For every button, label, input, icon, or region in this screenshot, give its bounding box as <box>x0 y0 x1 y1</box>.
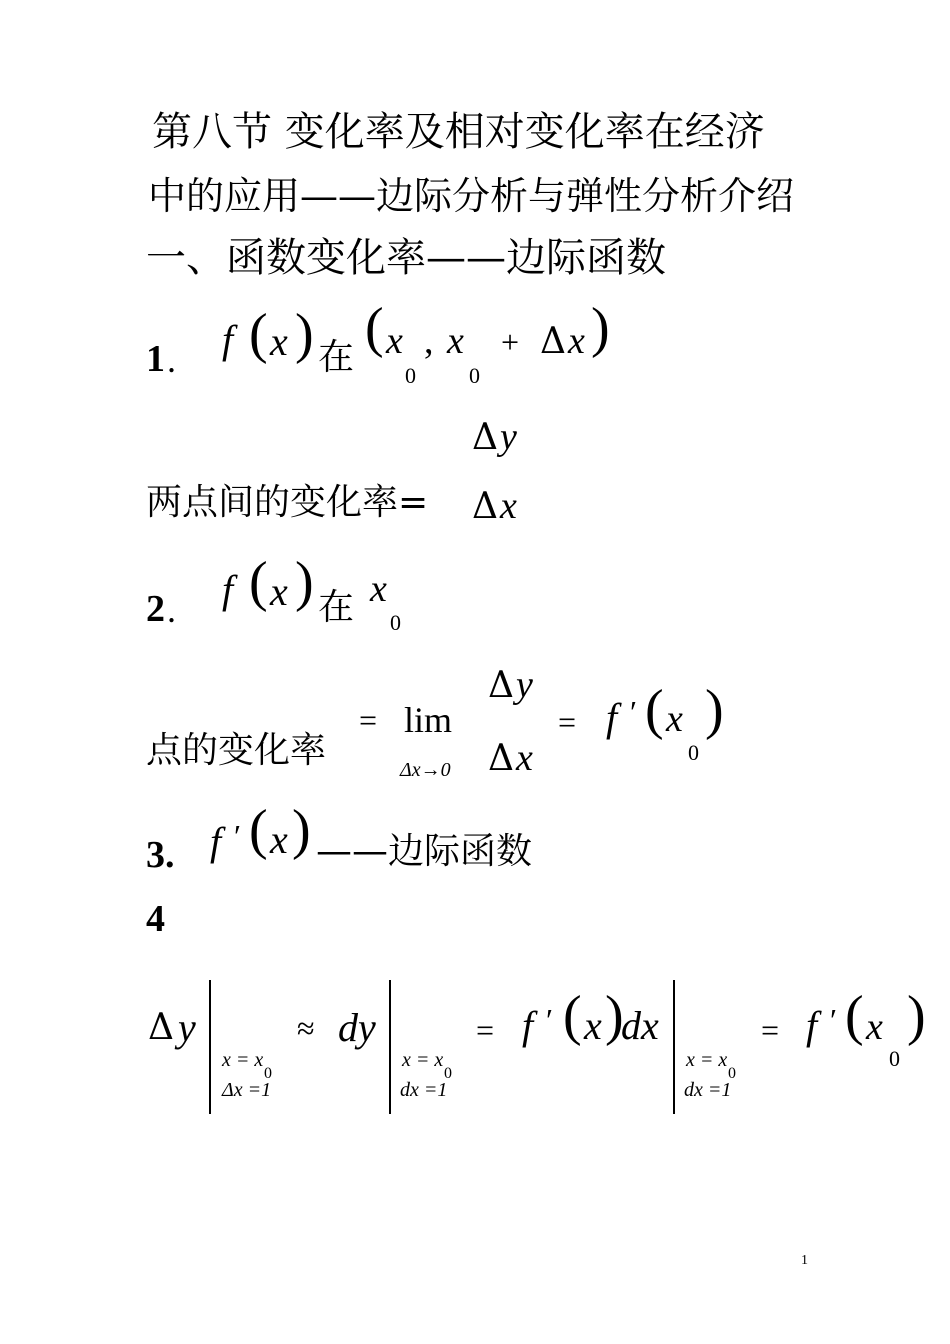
item-1-sub0: 0 <box>405 363 416 388</box>
item-2-lim: lim <box>404 700 453 740</box>
item-4-lparen1: ( <box>563 985 582 1047</box>
item-2-zai: 在 <box>318 587 355 628</box>
item-4-prime2: ′ <box>830 1002 837 1038</box>
item-4-eq1: = <box>476 1012 495 1048</box>
item-2-frac-num-delta: Δ <box>488 665 514 706</box>
item-4-cond2-top-sub: 0 <box>444 1065 452 1082</box>
item-4-cond3-top: x = x <box>686 1049 728 1071</box>
item-2-sub02: 0 <box>688 740 699 765</box>
item-1-plus: + <box>501 324 520 360</box>
item-1-f: f <box>222 317 234 362</box>
item-4-y: y <box>178 1005 196 1050</box>
item-4-rparen1: ) <box>605 985 624 1047</box>
item-2-frac-den-delta: Δ <box>488 738 514 779</box>
subsection-title: 一、函数变化率——边际函数 <box>146 235 666 281</box>
item-2-x0: x <box>370 568 387 610</box>
item-1-zai: 在 <box>318 337 355 378</box>
item-1-number: 1 <box>146 338 165 380</box>
evaluation-bar-2 <box>389 980 391 1114</box>
item-1-frac-num-y: y <box>500 416 517 458</box>
item-2-dot: . <box>167 590 176 630</box>
item-2-f: f <box>222 567 234 612</box>
item-2-rparen2: ) <box>705 679 724 741</box>
item-1-lparen: ( <box>249 303 268 365</box>
item-4-cond1-top: x = x <box>222 1049 264 1071</box>
item-4-dy: dy <box>338 1005 376 1050</box>
item-4-cond2-top: x = x <box>402 1049 444 1071</box>
page-number: 1 <box>801 1253 808 1268</box>
item-4-cond2-bottom: dx =1 <box>400 1079 448 1101</box>
evaluation-bar-1 <box>209 980 211 1114</box>
item-1-x: x <box>270 319 288 364</box>
item-2-lim-sub: Δx→0 <box>400 759 451 781</box>
item-1-x0b: x <box>447 320 464 362</box>
item-1-frac-den-x: x <box>500 485 517 527</box>
item-2-number: 2 <box>146 588 165 630</box>
item-4-number: 4 <box>146 898 165 940</box>
item-4-f2: f <box>806 1003 818 1048</box>
item-1-lparen2: ( <box>365 297 384 359</box>
item-4-prime1: ′ <box>546 1002 553 1038</box>
item-1-rparen: ) <box>295 303 314 365</box>
item-3-number: 3. <box>146 834 175 876</box>
evaluation-bar-3 <box>673 980 675 1114</box>
item-4-lparen2: ( <box>845 985 864 1047</box>
item-2-x2: x <box>666 698 683 740</box>
item-4-delta: Δ <box>148 1007 174 1048</box>
item-1-rparen2: ) <box>591 297 610 359</box>
item-2-frac-den-x: x <box>516 737 533 779</box>
item-4-x2: x <box>866 1006 883 1048</box>
item-1-dot: . <box>167 340 176 380</box>
item-4-sub02: 0 <box>889 1046 900 1071</box>
item-1-x2: x <box>568 320 585 362</box>
item-2-lparen: ( <box>249 551 268 613</box>
item-1-delta: Δ <box>540 321 566 362</box>
item-4-x1: x <box>584 1003 602 1048</box>
item-4-cond1-top-sub: 0 <box>264 1065 272 1082</box>
item-2-rparen: ) <box>295 551 314 613</box>
item-1-x0: x <box>386 320 403 362</box>
item-4-eq2: = <box>761 1012 780 1048</box>
item-4-approx: ≈ <box>297 1010 315 1046</box>
item-3-x: x <box>270 817 288 862</box>
item-3-f: f <box>210 819 222 864</box>
item-4-rparen2: ) <box>907 985 926 1047</box>
item-1-frac-num-delta: Δ <box>472 417 498 458</box>
item-3-rparen: ) <box>292 799 311 861</box>
item-3-suffix: ——边际函数 <box>316 831 533 872</box>
item-3-prime: ′ <box>234 818 241 854</box>
item-2-x: x <box>270 569 288 614</box>
item-4-cond3-bottom: dx =1 <box>684 1079 732 1101</box>
item-1-comma: , <box>424 320 434 362</box>
item-2-lparen2: ( <box>645 679 664 741</box>
section-title-line1: 第八节 变化率及相对变化率在经济 <box>152 109 765 155</box>
item-2-f2: f <box>606 695 618 740</box>
item-4-dx: dx <box>621 1003 659 1048</box>
item-2-eq2: = <box>558 704 577 740</box>
item-3-lparen: ( <box>249 799 268 861</box>
item-2-frac-num-y: y <box>516 664 533 706</box>
item-4-cond3-top-sub: 0 <box>728 1065 736 1082</box>
item-1-sub0b: 0 <box>469 363 480 388</box>
item-1-label: 两点间的变化率= <box>146 482 429 523</box>
item-2-sub0: 0 <box>390 610 401 635</box>
item-4-cond1-bottom: Δx =1 <box>222 1079 272 1101</box>
item-1-frac-den-delta: Δ <box>472 486 498 527</box>
item-4-f1: f <box>522 1003 534 1048</box>
item-2-label: 点的变化率 <box>146 730 327 771</box>
item-2-prime: ′ <box>630 694 637 730</box>
section-title-line2: 中的应用——边际分析与弹性分析介绍 <box>148 174 795 218</box>
item-2-eq1: = <box>359 702 378 738</box>
